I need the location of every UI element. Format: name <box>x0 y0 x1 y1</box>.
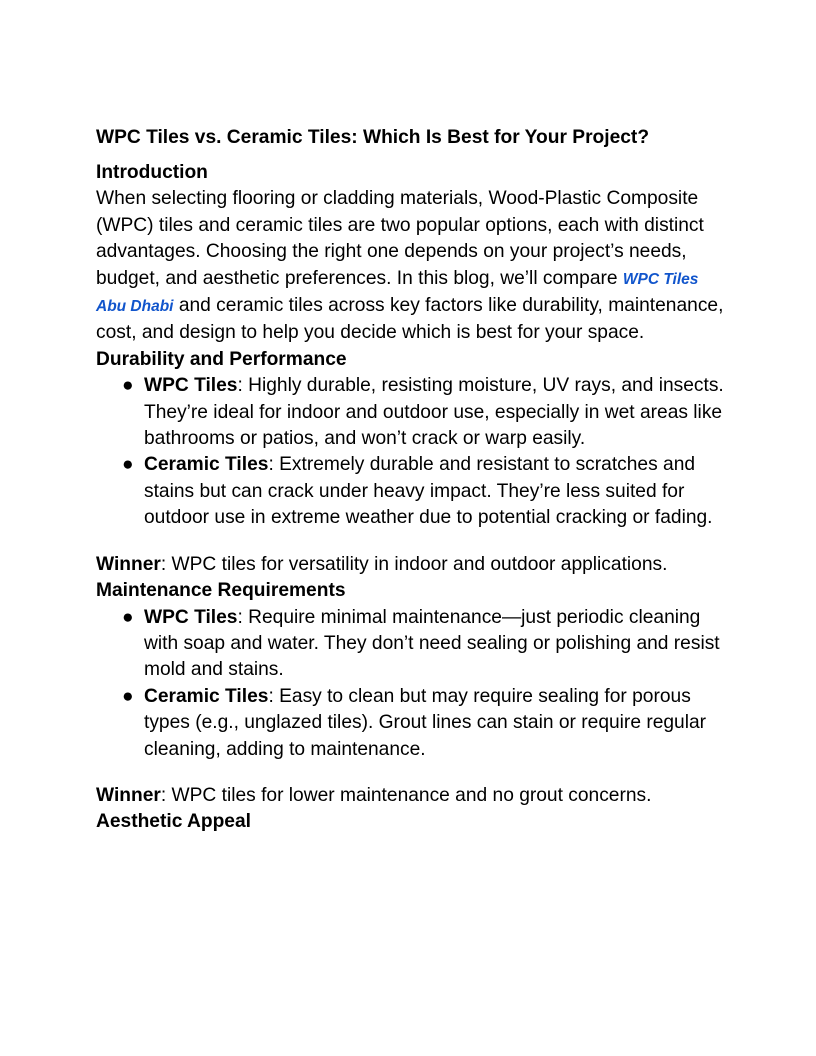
page-title: WPC Tiles vs. Ceramic Tiles: Which Is Best for Your Project? <box>96 127 650 148</box>
winner-text: : WPC tiles for lower maintenance and no grout concerns. <box>160 784 652 806</box>
durability-list <box>96 373 726 531</box>
maintenance-winner <box>96 783 726 809</box>
list-item <box>122 684 726 763</box>
item-label: Ceramic Tiles <box>144 454 269 476</box>
item-label: WPC Tiles <box>144 606 238 628</box>
maintenance-list <box>96 605 726 763</box>
winner-label: Winner <box>96 784 161 806</box>
item-label: Ceramic Tiles <box>144 685 269 707</box>
item-text: : Extremely durable and resistant to scratches and stains but can crack under heavy impact. They’re less suited for outdoor use in extreme weather due to potential cracking or fading. <box>144 454 713 529</box>
list-item <box>122 605 726 684</box>
aesthetic-heading: Aesthetic Appeal <box>96 811 251 833</box>
bullet-icon: ● <box>122 685 134 707</box>
intro-heading: Introduction <box>96 162 208 183</box>
winner-label: Winner <box>96 553 161 575</box>
item-text: : Easy to clean but may require sealing for porous types (e.g., unglazed tiles). Grout lines can stain or require regular cleaning, adding to maintenance. <box>144 685 707 760</box>
item-text: : Require minimal maintenance—just periodic cleaning with soap and water. They don’t need sealing or polishing and resist mold and stains. <box>144 606 720 681</box>
spacer <box>96 763 726 783</box>
bullet-icon: ● <box>122 606 134 628</box>
spacer <box>96 532 726 552</box>
list-item <box>122 373 726 452</box>
intro-paragraph <box>96 186 726 346</box>
intro-text-after: and ceramic tiles across key factors like durability, maintenance, cost, and design to help you decide which is best for your space. <box>96 295 724 344</box>
durability-winner <box>96 552 726 578</box>
bullet-icon: ● <box>122 454 134 476</box>
winner-text: : WPC tiles for versatility in indoor and outdoor applications. <box>160 553 668 575</box>
bullet-icon: ● <box>122 375 134 397</box>
maintenance-heading: Maintenance Requirements <box>96 580 346 602</box>
item-text: : Highly durable, resisting moisture, UV rays, and insects. They’re ideal for indoor and outdoor use, especially in wet areas like bathrooms or patios, and won’t crack or warp easily. <box>144 375 724 450</box>
list-item <box>122 452 726 531</box>
intro-text-before: When selecting flooring or cladding materials, Wood-Plastic Composite (WPC) tiles and ceramic tiles are two popular options, each with distinct advantages. Choosing the right one depends on your project’s needs, budget, and aesthetic preferences. In this blog, we’ll compare <box>96 188 704 289</box>
item-label: WPC Tiles <box>144 375 238 397</box>
document-page <box>96 124 726 836</box>
wpc-tiles-abu-dhabi-link[interactable]: WPC Tiles Abu Dhabi <box>96 270 699 316</box>
durability-heading: Durability and Performance <box>96 348 347 370</box>
